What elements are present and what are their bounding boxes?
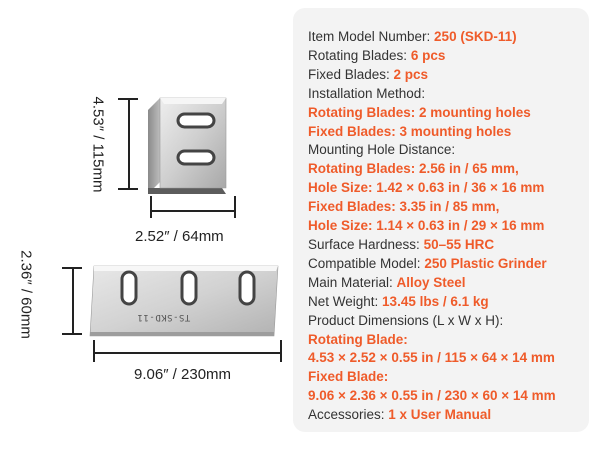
spec-surface-hardness xyxy=(308,236,579,255)
spec-main-material xyxy=(308,274,579,293)
spec-item-model xyxy=(308,28,579,47)
spec-fixed-blades xyxy=(308,66,579,85)
spec-label: Compatible Model: xyxy=(308,255,425,271)
spec-install-rotating: Rotating Blades: 2 mounting holes xyxy=(308,104,531,120)
spec-value: Alloy Steel xyxy=(396,274,466,290)
spec-installation-method: Installation Method: xyxy=(308,85,426,101)
spec-rotating-distance: Rotating Blades: 2.56 in / 65 mm, xyxy=(308,161,519,177)
spec-accessories xyxy=(308,406,579,425)
fixed-height-line xyxy=(72,267,74,333)
rotating-blade-image xyxy=(140,92,250,202)
spec-label: Net Weight: xyxy=(308,293,383,309)
spec-value: 6 pcs xyxy=(410,47,446,63)
spec-rotating-hole-size: Hole Size: 1.42 × 0.63 in / 36 × 16 mm xyxy=(308,180,545,196)
spec-net-weight xyxy=(308,293,579,312)
spec-dims-fixed-value: 9.06 × 2.36 × 0.55 in / 230 × 60 × 14 mm xyxy=(308,388,556,404)
spec-value: 13.45 lbs / 6.1 kg xyxy=(382,293,489,309)
spec-card xyxy=(293,8,589,432)
spec-rotating-blades xyxy=(308,47,579,66)
spec-label: Accessories: xyxy=(308,407,389,423)
rotating-height-label: 4.53″ / 115mm xyxy=(89,96,107,193)
rotating-width-line xyxy=(150,210,235,212)
rotating-height-tick-bottom xyxy=(118,188,138,190)
fixed-width-line xyxy=(93,352,281,354)
spec-label: Item Model Number: xyxy=(308,29,435,44)
spec-label: Rotating Blades: xyxy=(308,47,411,63)
spec-mounting-hole-distance: Mounting Hole Distance: xyxy=(308,142,456,158)
fixed-width-tick-right xyxy=(280,340,282,362)
fixed-height-label: 2.36″ / 60mm xyxy=(17,250,35,339)
spec-dims-rotating-title: Rotating Blade: xyxy=(308,331,408,347)
spec-compatible-model xyxy=(308,255,579,274)
spec-value: 50–55 HRC xyxy=(423,236,495,252)
spec-fixed-hole-size: Hole Size: 1.14 × 0.63 in / 29 × 16 mm xyxy=(308,218,545,234)
rotating-height-line xyxy=(128,98,130,188)
blade-engraving: TS-SKD-11 xyxy=(137,312,191,322)
spec-install-fixed: Fixed Blades: 3 mounting holes xyxy=(308,123,512,139)
spec-fixed-distance: Fixed Blades: 3.35 in / 85 mm, xyxy=(308,199,500,215)
spec-value: 1 x User Manual xyxy=(388,407,492,423)
fixed-height-tick-top xyxy=(62,267,82,269)
spec-dims-rotating-value: 4.53 × 2.52 × 0.55 in / 115 × 64 × 14 mm xyxy=(308,350,555,366)
spec-product-dimensions: Product Dimensions (L x W x H): xyxy=(308,312,504,328)
rotating-width-tick-left xyxy=(150,196,152,218)
fixed-blade-image xyxy=(86,262,286,340)
spec-dims-fixed-title: Fixed Blade: xyxy=(308,369,389,385)
spec-value: 2 pcs xyxy=(393,66,429,82)
spec-label: Surface Hardness: xyxy=(308,236,424,252)
rotating-width-label: 2.52″ / 64mm xyxy=(135,228,224,245)
fixed-height-tick-bottom xyxy=(62,333,82,335)
fixed-width-label: 9.06″ / 230mm xyxy=(134,366,232,383)
fixed-width-tick-left xyxy=(93,340,95,362)
spec-value: 250 (SKD-11) xyxy=(434,29,517,44)
spec-value: 250 Plastic Grinder xyxy=(424,255,547,271)
rotating-width-tick-right xyxy=(234,196,236,218)
rotating-height-tick-top xyxy=(118,98,138,100)
spec-label: Main Material: xyxy=(308,274,397,290)
spec-label: Fixed Blades: xyxy=(308,66,394,82)
